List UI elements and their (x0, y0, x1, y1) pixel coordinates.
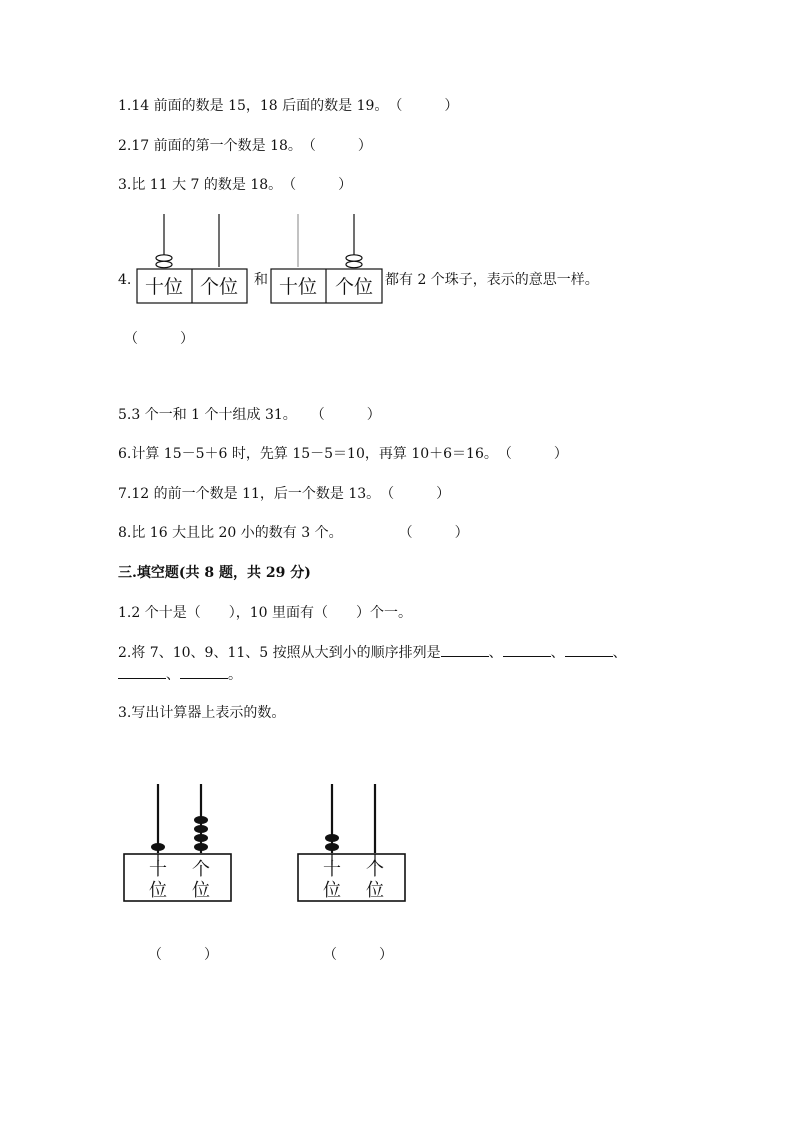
answer-paren[interactable]: （ ） (398, 525, 469, 541)
question-1 (118, 96, 458, 116)
answer-blank[interactable] (565, 642, 613, 657)
tens-bead (156, 255, 172, 261)
question-8 (118, 523, 469, 543)
tens-label-top: 十 (149, 859, 167, 880)
ones-label: 个位 (199, 276, 239, 298)
question-text: 17 前面的第一个数是 18。 (131, 138, 302, 154)
answer-paren[interactable]: （ ） (282, 177, 353, 193)
question-number: 3. (118, 705, 132, 721)
tens-bead (325, 843, 339, 851)
abacus-box-a (136, 213, 248, 305)
answer-paren-abacus-b[interactable]: （ ） (323, 947, 393, 963)
question-number: 6. (118, 446, 132, 462)
tens-bead (325, 834, 339, 842)
question-5 (118, 405, 381, 425)
tens-bead (151, 843, 165, 851)
ones-bead (346, 261, 362, 267)
question-text: 比 11 大 7 的数是 18。 (131, 177, 283, 193)
question-number: 2. (118, 645, 132, 661)
question-text: 将 7、10、9、11、5 按照从大到小的顺序排列是 (131, 645, 441, 661)
fill-question-1 (118, 603, 412, 623)
ones-label-top: 个 (366, 859, 384, 880)
question-2 (118, 136, 372, 156)
tens-label-bottom: 位 (323, 880, 341, 901)
and-text: 和 (254, 272, 268, 288)
ones-bead (194, 816, 208, 824)
answer-paren[interactable]: （ ） (310, 407, 381, 423)
ones-bead (194, 843, 208, 851)
ones-bead (194, 834, 208, 842)
question-text: 写出计算器上表示的数。 (131, 705, 286, 721)
question-number: 1. (118, 605, 132, 621)
question-number: 5. (118, 407, 132, 423)
separator: 、 (488, 645, 503, 661)
question-text: 2 个十是（ ），10 里面有（ ）个一。 (131, 605, 412, 621)
sentence-end: 。 (228, 667, 242, 683)
answer-paren[interactable]: （ ） (301, 138, 372, 154)
separator: 、 (166, 667, 180, 683)
question-4-text: 都有 2 个珠子，表示的意思一样。 (385, 272, 599, 288)
question-4-number: 4. (118, 272, 132, 288)
question-6 (118, 444, 568, 464)
question-text: 比 16 大且比 20 小的数有 3 个。 (131, 525, 343, 541)
answer-blank[interactable] (441, 642, 489, 657)
ones-bead (194, 825, 208, 833)
question-number: 2. (118, 138, 132, 154)
tens-label: 十位 (144, 276, 184, 298)
abacus-box-b (270, 213, 383, 305)
tens-label-top: 十 (323, 859, 341, 880)
question-number: 8. (118, 525, 132, 541)
answer-blank[interactable] (503, 642, 551, 657)
ones-label-bottom: 位 (192, 880, 210, 901)
abacus-frame (124, 854, 231, 901)
separator: 、 (612, 645, 627, 661)
abacus-frame (298, 854, 405, 901)
question-text: 3 个一和 1 个十组成 31。 (131, 407, 297, 423)
question-7 (118, 484, 450, 504)
answer-paren[interactable]: （ ） (388, 98, 459, 114)
ones-label-bottom: 位 (366, 880, 384, 901)
question-text: 计算 15－5＋6 时，先算 15－5＝10，再算 10＋6＝16。 (131, 446, 498, 462)
question-number: 7. (118, 486, 132, 502)
answer-blank[interactable] (180, 664, 228, 679)
tens-label-bottom: 位 (149, 880, 167, 901)
answer-paren-abacus-a[interactable]: （ ） (148, 947, 218, 963)
answer-blank[interactable] (118, 664, 166, 679)
fill-question-2-continued (118, 664, 242, 685)
answer-paren[interactable]: （ ） (497, 446, 568, 462)
question-4-answer-paren[interactable]: （ ） (124, 331, 194, 347)
ones-label-top: 个 (192, 859, 210, 880)
question-text: 12 的前一个数是 11，后一个数是 13。 (131, 486, 381, 502)
tens-label: 十位 (278, 276, 318, 298)
tens-bead (156, 261, 172, 267)
ones-bead (346, 255, 362, 261)
section-3-title: 三.填空题(共 8 题，共 29 分) (118, 565, 311, 581)
separator: 、 (550, 645, 565, 661)
answer-paren[interactable]: （ ） (380, 486, 451, 502)
fill-question-3 (118, 703, 285, 723)
abacus-counter-a (123, 783, 233, 903)
ones-label: 个位 (334, 276, 374, 298)
question-text: 14 前面的数是 15，18 后面的数是 19。 (131, 98, 389, 114)
question-number: 1. (118, 98, 132, 114)
fill-question-2 (118, 642, 627, 663)
abacus-counter-b (297, 783, 407, 903)
question-3 (118, 175, 352, 195)
question-number: 3. (118, 177, 132, 193)
